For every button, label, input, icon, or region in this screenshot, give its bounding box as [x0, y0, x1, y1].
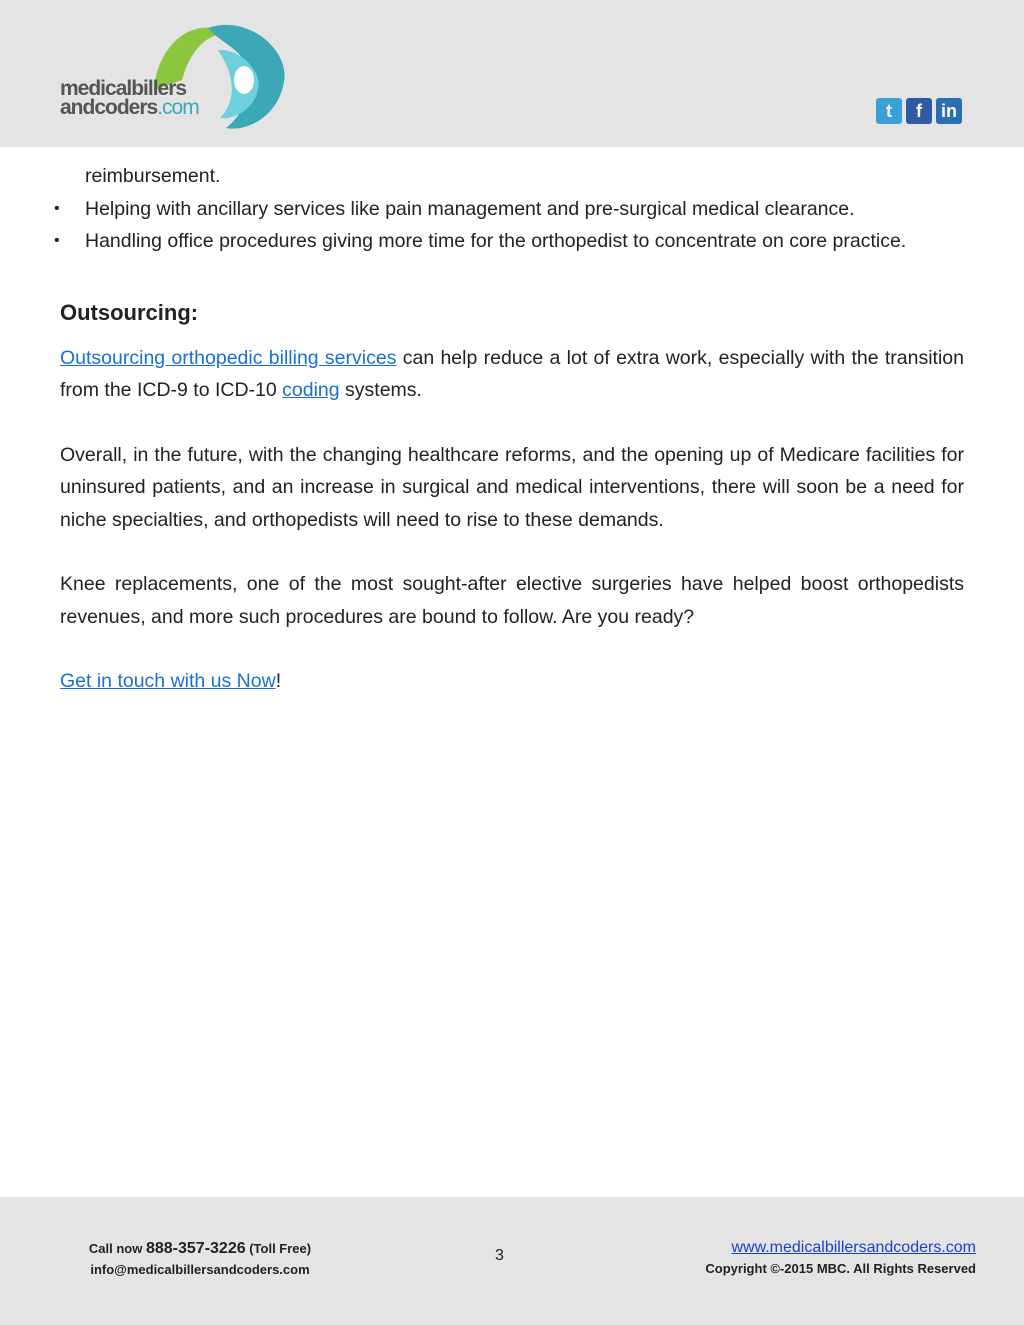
twitter-icon[interactable]: t	[876, 98, 902, 124]
paragraph-knee: Knee replacements, one of the most sought-after elective surgeries have helped boost orthopedists revenues, and more such procedures are bound to follow. Are you ready?	[60, 573, 964, 628]
phone-number[interactable]: 888-357-3226	[145, 1240, 246, 1257]
copyright-text: Copyright ©-2015 MBC. All Rights Reserved	[705, 1261, 976, 1276]
document-body	[60, 160, 964, 730]
facebook-icon[interactable]: f	[906, 98, 932, 124]
coding-link[interactable]: coding	[282, 379, 340, 401]
paragraph-future: Overall, in the future, with the changing healthcare reforms, and the opening up of Medicare facilities for uninsured patients, and an increase in surgical and medical interventions, there will soon be a need for niche specialties, and orthopedists will need to rise to these demands.	[60, 443, 964, 531]
call-to-action: Get in touch with us Now!	[60, 670, 282, 692]
page-footer	[0, 1197, 1024, 1325]
list-item: • Helping with ancillary services like pain management and pre-surgical medical clearance.	[60, 193, 964, 226]
logo-line1: medicalbillers	[60, 77, 187, 100]
contact-link[interactable]: Get in touch with us Now	[60, 670, 276, 692]
logo-text	[60, 79, 199, 117]
website-link[interactable]: www.medicalbillersandcoders.com	[731, 1239, 976, 1256]
section-heading: Outsourcing:	[60, 299, 199, 325]
contact-info	[80, 1238, 320, 1280]
list-item: • Handling office procedures giving more time for the orthopedist to concentrate on core practice.	[60, 225, 964, 258]
paragraph-outsourcing: Outsourcing orthopedic billing services can help reduce a lot of extra work, especially with the transition from the ICD-9 to ICD-10 coding systems.	[60, 346, 964, 401]
page-header	[0, 0, 1024, 147]
linkedin-icon[interactable]: in	[936, 98, 962, 124]
email-address[interactable]: info@medicalbillersandcoders.com	[90, 1262, 310, 1277]
logo-line2: andcoders.com	[60, 96, 199, 119]
page-number: 3	[495, 1247, 504, 1264]
call-line: Call now 888-357-3226 (Toll Free)	[88, 1240, 312, 1257]
outsourcing-link[interactable]: Outsourcing orthopedic billing services	[60, 346, 397, 369]
company-logo[interactable]	[58, 20, 298, 132]
site-info	[705, 1237, 976, 1279]
social-links	[876, 98, 962, 124]
continuation-text: reimbursement.	[85, 165, 221, 187]
bullet-list	[60, 193, 964, 258]
